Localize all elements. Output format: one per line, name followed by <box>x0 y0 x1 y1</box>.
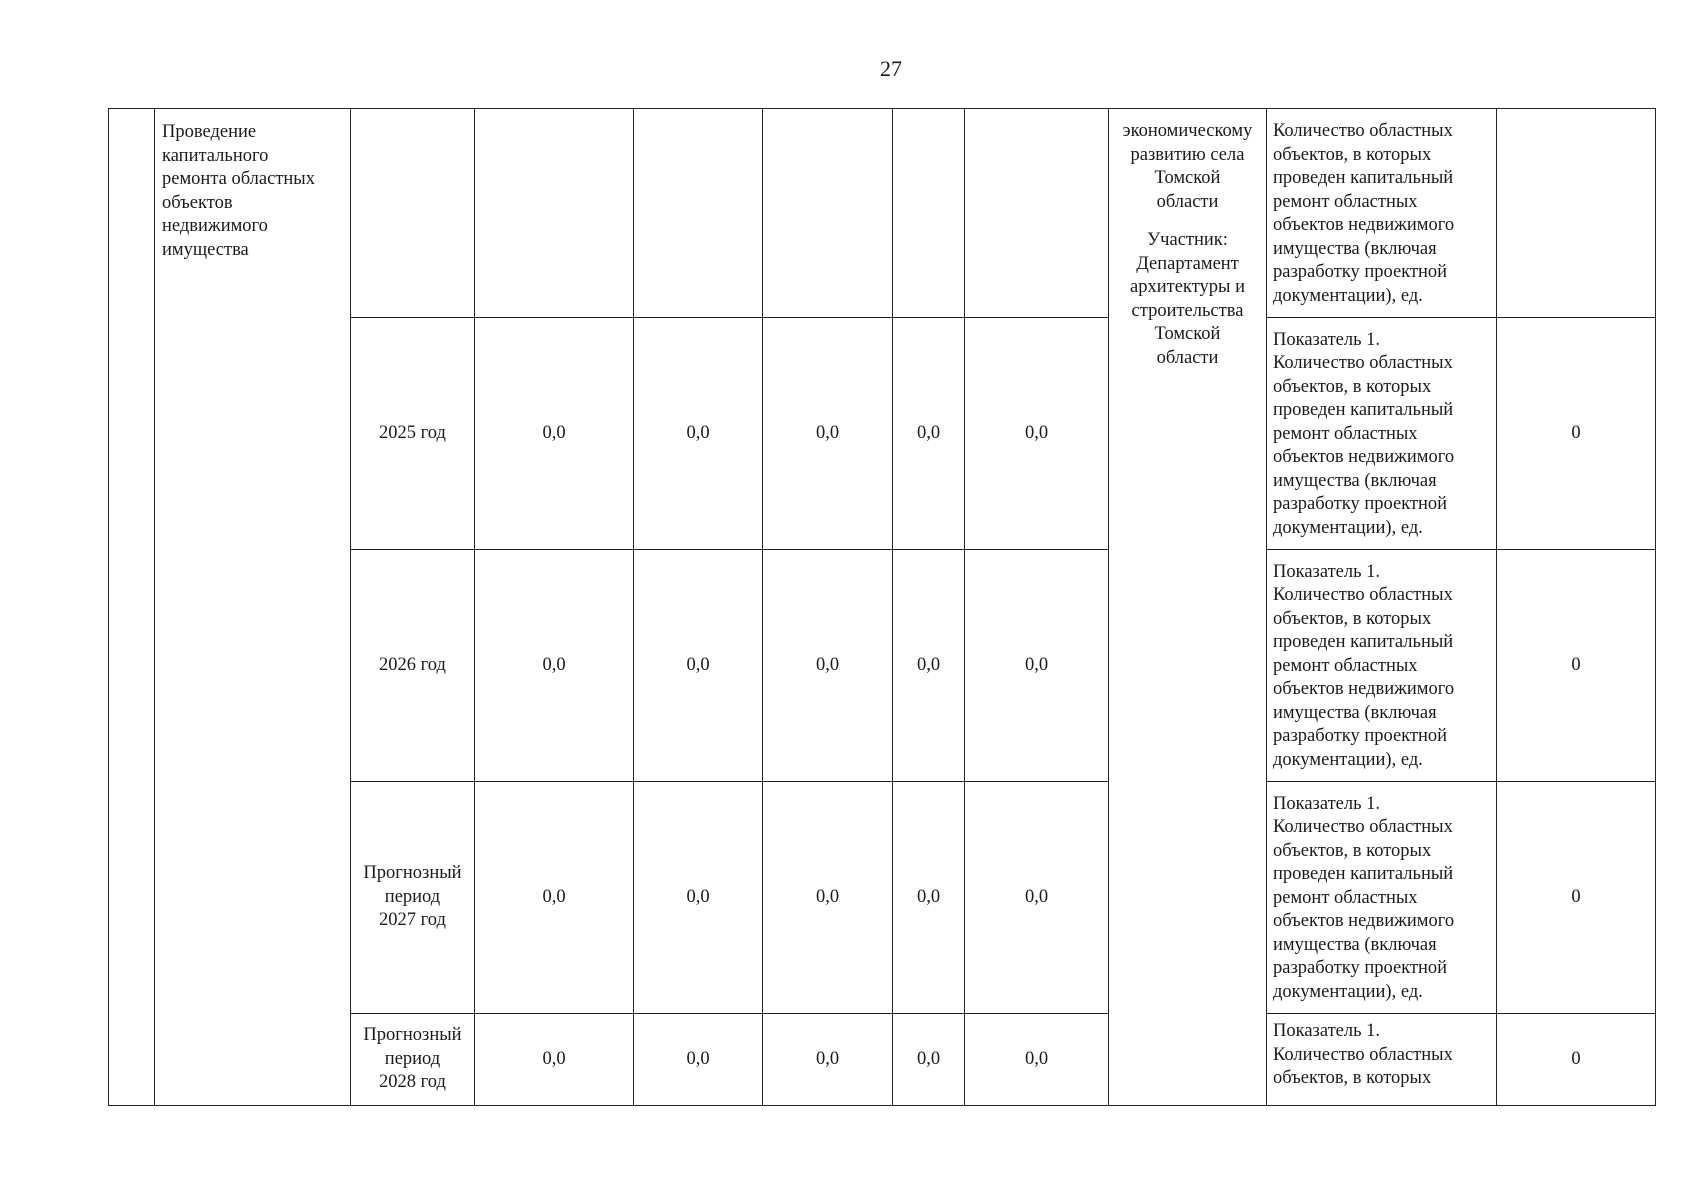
indicator-line: ремонт областных <box>1273 887 1418 908</box>
value-cell: 0,0 <box>893 1014 965 1106</box>
description-line: недвижимого <box>162 216 268 236</box>
value-cell: 0,0 <box>634 318 763 550</box>
indicator-line: имущества (включая <box>1273 702 1437 723</box>
value-cell: 0,0 <box>634 782 763 1014</box>
indicator-cell <box>1267 109 1497 318</box>
indicator-line: объектов, в которых <box>1273 144 1432 165</box>
period-label: Прогнозный <box>363 863 462 884</box>
indicator-line: разработку проектной <box>1273 494 1448 515</box>
value-cell <box>475 109 634 318</box>
indicator-line: имущества (включая <box>1273 238 1437 259</box>
value-cell: 0,0 <box>893 782 965 1014</box>
participant-line: строительства <box>1131 300 1244 321</box>
indicator-line: объектов недвижимого <box>1273 215 1455 235</box>
period-label: 2027 год <box>379 910 446 931</box>
value-cell: 0,0 <box>965 318 1109 550</box>
indicator-line: разработку проектной <box>1273 262 1448 282</box>
period-cell <box>351 1014 475 1106</box>
value-cell: 0,0 <box>965 782 1109 1014</box>
spacer <box>1112 214 1263 229</box>
description-line: имущества <box>162 239 249 260</box>
description-line: капитального <box>162 145 269 166</box>
value-cell: 0,0 <box>475 1014 634 1106</box>
indicator-line: документации), ед. <box>1273 517 1423 538</box>
indicator-line: Количество областных <box>1273 585 1453 606</box>
target-cell: 0 <box>1497 318 1656 550</box>
indicator-line: документации), ед. <box>1273 981 1423 1002</box>
value-cell: 0,0 <box>763 318 893 550</box>
target-cell: 0 <box>1497 550 1656 782</box>
responsible-line: экономическому <box>1122 121 1253 141</box>
responsible-line: Томской <box>1154 168 1221 188</box>
target-cell <box>1497 109 1656 318</box>
participant-line: Участник: <box>1147 230 1228 250</box>
value-cell: 0,0 <box>965 550 1109 782</box>
indicator-line: объектов, в которых <box>1273 1068 1432 1088</box>
indicator-line: проведен капитальный <box>1273 632 1454 653</box>
indicator-line: имущества (включая <box>1273 470 1437 491</box>
indicator-line: разработку проектной <box>1273 958 1448 979</box>
indicator-line: объектов, в которых <box>1273 608 1432 629</box>
value-cell: 0,0 <box>634 1014 763 1106</box>
participant-line: Томской <box>1154 324 1221 344</box>
value-cell <box>634 109 763 318</box>
number-cell <box>109 109 155 1106</box>
period-cell <box>351 550 475 782</box>
indicator-line: объектов, в которых <box>1273 840 1432 861</box>
period-label: Прогнозный <box>363 1025 462 1046</box>
indicator-line: разработку проектной <box>1273 726 1448 747</box>
description-line: ремонта областных <box>162 169 315 189</box>
responsible-cell <box>1109 109 1267 1106</box>
indicator-line: Показатель 1. <box>1273 329 1381 350</box>
value-cell: 0,0 <box>475 318 634 550</box>
value-cell: 0,0 <box>893 318 965 550</box>
indicator-line: Показатель 1. <box>1273 561 1381 582</box>
participant-line: архитектуры и <box>1130 277 1245 297</box>
indicator-line: объектов, в которых <box>1273 376 1432 397</box>
page-number: 27 <box>880 56 902 81</box>
target-cell: 0 <box>1497 1014 1656 1106</box>
indicator-cell <box>1267 782 1497 1014</box>
period-label: период <box>384 1048 441 1069</box>
value-cell: 0,0 <box>965 1014 1109 1106</box>
value-cell <box>763 109 893 318</box>
indicator-line: имущества (включая <box>1273 934 1437 955</box>
indicator-line: Количество областных <box>1273 1044 1453 1065</box>
indicator-line: Количество областных <box>1273 817 1453 838</box>
indicator-line: объектов недвижимого <box>1273 447 1455 468</box>
measure-description-cell <box>155 109 351 1106</box>
value-cell: 0,0 <box>763 550 893 782</box>
indicator-cell <box>1267 550 1497 782</box>
participant-line: области <box>1156 347 1219 368</box>
period-label: 2028 год <box>379 1072 446 1093</box>
indicator-line: объектов недвижимого <box>1273 911 1455 932</box>
program-table <box>108 108 1656 1106</box>
description-line: Проведение <box>162 122 257 142</box>
indicator-cell <box>1267 1014 1497 1106</box>
indicator-line: документации), ед. <box>1273 749 1423 770</box>
indicator-line: ремонт областных <box>1273 191 1418 212</box>
table-row <box>109 109 1656 318</box>
target-cell: 0 <box>1497 782 1656 1014</box>
period-cell <box>351 782 475 1014</box>
indicator-line: ремонт областных <box>1273 655 1418 676</box>
indicator-cell <box>1267 318 1497 550</box>
value-cell: 0,0 <box>475 550 634 782</box>
indicator-line: проведен капитальный <box>1273 400 1454 421</box>
indicator-line: ремонт областных <box>1273 423 1418 444</box>
indicator-line: документации), ед. <box>1273 285 1423 306</box>
value-cell: 0,0 <box>475 782 634 1014</box>
indicator-line: проведен капитальный <box>1273 864 1454 885</box>
period-label: 2026 год <box>379 654 446 675</box>
indicator-line: объектов недвижимого <box>1273 679 1455 700</box>
participant-line: Департамент <box>1136 253 1239 274</box>
value-cell: 0,0 <box>763 782 893 1014</box>
responsible-line: развитию села <box>1130 144 1245 165</box>
value-cell <box>965 109 1109 318</box>
indicator-line: Показатель 1. <box>1273 1021 1381 1041</box>
indicator-line: проведен капитальный <box>1273 168 1454 188</box>
indicator-line: Количество областных <box>1273 121 1453 141</box>
value-cell: 0,0 <box>893 550 965 782</box>
period-label: период <box>384 886 441 907</box>
value-cell: 0,0 <box>763 1014 893 1106</box>
period-label: 2025 год <box>379 422 446 443</box>
description-line: объектов <box>162 192 233 213</box>
indicator-line: Количество областных <box>1273 353 1453 374</box>
value-cell <box>893 109 965 318</box>
period-cell <box>351 109 475 318</box>
responsible-line: области <box>1156 191 1219 212</box>
period-cell <box>351 318 475 550</box>
value-cell: 0,0 <box>634 550 763 782</box>
indicator-line: Показатель 1. <box>1273 793 1381 814</box>
